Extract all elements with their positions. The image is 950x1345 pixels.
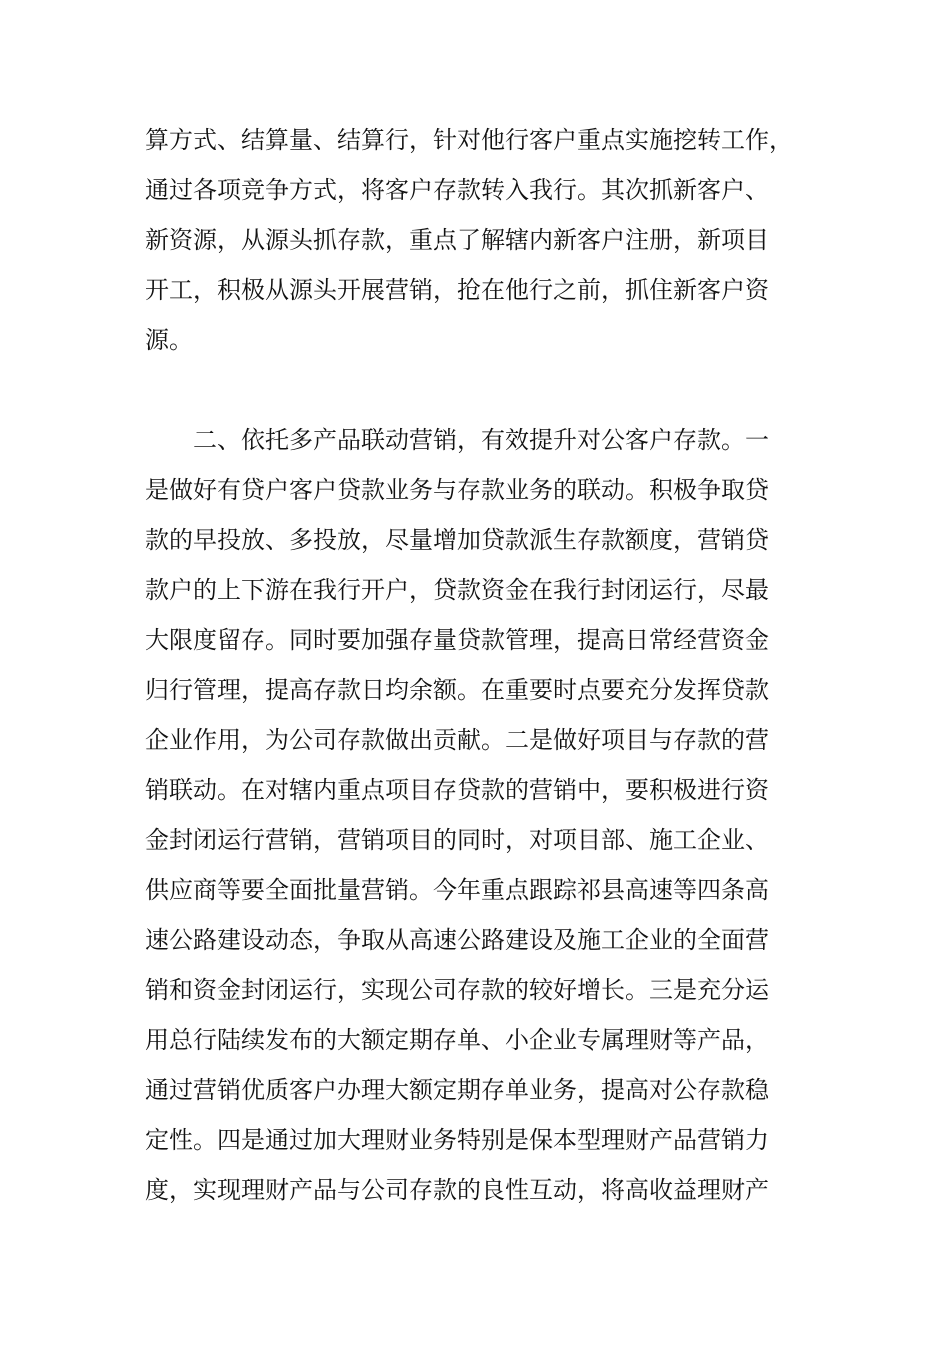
paragraph-1-line-4: 开工，积极从源头开展营销，抢在他行之前，抓住新客户资: [145, 276, 769, 304]
paragraph-2-line-6: 归行管理，提高存款日均余额。在重要时点要充分发挥贷款: [145, 676, 769, 704]
paragraph-2-line-12: 销和资金封闭运行，实现公司存款的较好增长。三是充分运: [145, 976, 769, 1004]
paragraph-2-line-4: 款户的上下游在我行开户，贷款资金在我行封闭运行，尽最: [145, 576, 769, 604]
paragraph-2-line-8: 销联动。在对辖内重点项目存贷款的营销中，要积极进行资: [145, 776, 769, 804]
paragraph-2-line-5: 大限度留存。同时要加强存量贷款管理，提高日常经营资金: [145, 626, 769, 654]
paragraph-1-line-3: 新资源，从源头抓存款，重点了解辖内新客户注册，新项目: [145, 226, 769, 254]
paragraph-2-line-3: 款的早投放、多投放，尽量增加贷款派生存款额度，营销贷: [145, 526, 769, 554]
paragraph-2-line-14: 通过营销优质客户办理大额定期存单业务，提高对公存款稳: [145, 1076, 769, 1104]
paragraph-2-line-1: 二、依托多产品联动营销，有效提升对公客户存款。一: [145, 426, 769, 454]
paragraph-2-line-11: 速公路建设动态，争取从高速公路建设及施工企业的全面营: [145, 926, 769, 954]
paragraph-1-line-2: 通过各项竞争方式，将客户存款转入我行。其次抓新客户、: [145, 176, 769, 204]
paragraph-2-line-16: 度，实现理财产品与公司存款的良性互动，将高收益理财产: [145, 1176, 769, 1204]
paragraph-2-line-15: 定性。四是通过加大理财业务特别是保本型理财产品营销力: [145, 1126, 769, 1154]
paragraph-2-line-9: 金封闭运行营销，营销项目的同时，对项目部、施工企业、: [145, 826, 769, 854]
paragraph-1-line-5: 源。: [145, 326, 193, 354]
paragraph-2-line-10: 供应商等要全面批量营销。今年重点跟踪祁县高速等四条高: [145, 876, 769, 904]
paragraph-2-line-7: 企业作用，为公司存款做出贡献。二是做好项目与存款的营: [145, 726, 769, 754]
paragraph-2-line-2: 是做好有贷户客户贷款业务与存款业务的联动。积极争取贷: [145, 476, 769, 504]
paragraph-1-line-1: 算方式、结算量、结算行，针对他行客户重点实施挖转工作，: [145, 126, 793, 154]
paragraph-2-line-13: 用总行陆续发布的大额定期存单、小企业专属理财等产品，: [145, 1026, 769, 1054]
